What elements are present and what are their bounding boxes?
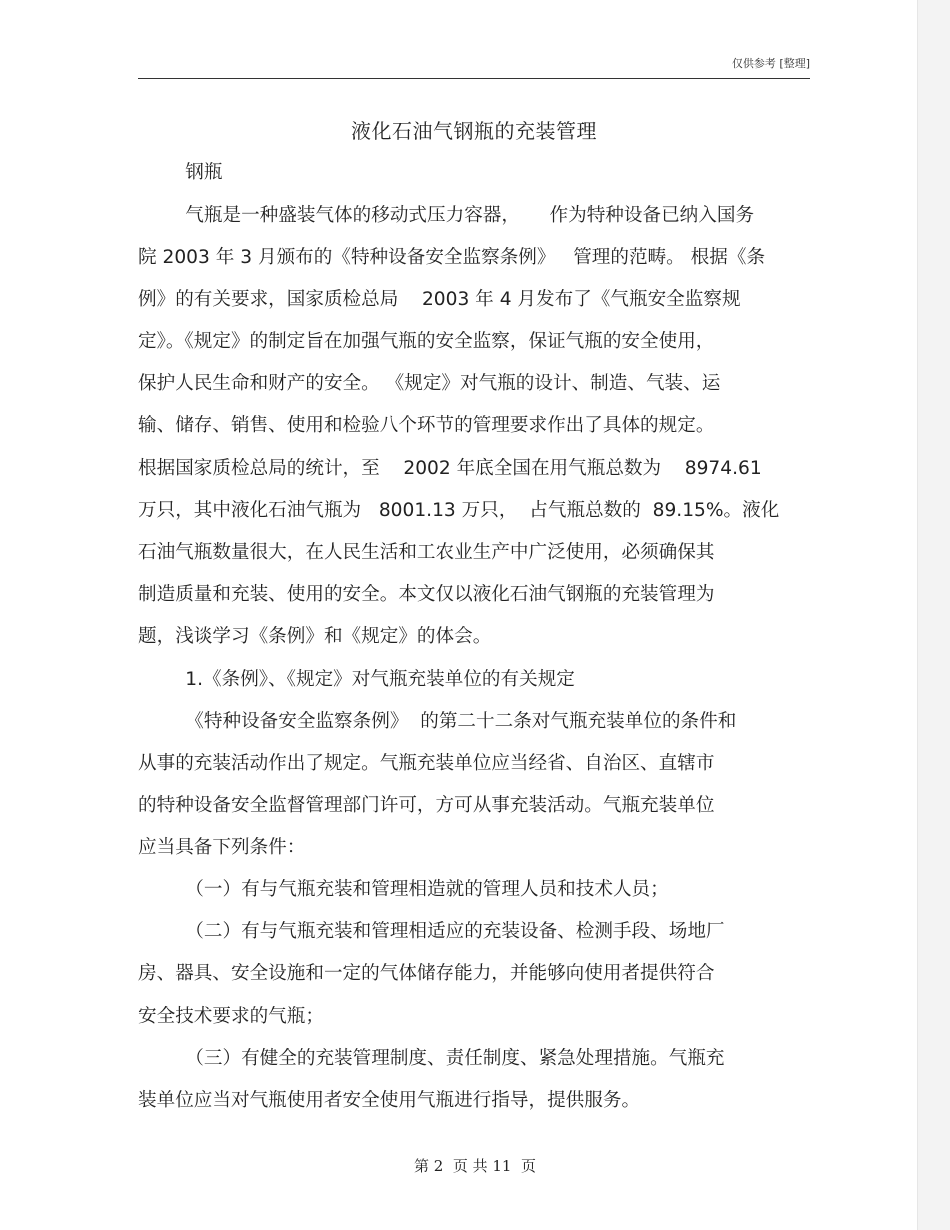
page-number-footer: 第 2 页 共 11 页 — [413, 1157, 536, 1175]
text-line: 制造质量和充装、使用的安全。本文仅以液化石油气钢瓶的充装管理为 — [138, 584, 715, 605]
text-line: 的特种设备安全监督管理部门许可，方可从事充装活动。气瓶充装单位 — [138, 795, 715, 816]
text-line: 应当具备下列条件： — [138, 837, 306, 858]
text-line: 装单位应当对气瓶使用者安全使用气瓶进行指导，提供服务。 — [138, 1090, 641, 1111]
list-item: （三）有健全的充装管理制度、责任制度、紧急处理措施。气瓶充 — [138, 1048, 725, 1069]
page-side-margin — [918, 0, 950, 1230]
section-heading: 1.《条例》、《规定》对气瓶充装单位的有关规定 — [138, 669, 575, 690]
text-line: 输、储存、销售、使用和检验八个环节的管理要求作出了具体的规定。 — [138, 415, 715, 436]
text-line: 根据国家质检总局的统计，至 2002 年底全国在用气瓶总数为 8974.61 — [138, 458, 762, 479]
header-note: 仅供参考 [整理] — [731, 57, 810, 70]
page-header — [138, 56, 810, 79]
text-line: 从事的充装活动作出了规定。气瓶充装单位应当经省、自治区、直辖市 — [138, 753, 715, 774]
text-line: 院 2003 年 3 月颁布的《特种设备安全监察条例》 管理的范畴。 根据《条 — [138, 247, 766, 268]
text-line: 《特种设备安全监察条例》 的第二十二条对气瓶充装单位的条件和 — [138, 711, 737, 732]
text-line: 定》。《规定》的制定旨在加强气瓶的安全监察，保证气瓶的安全使用， — [138, 331, 715, 352]
text-line: 气瓶是一种盛装气体的移动式压力容器， 作为特种设备已纳入国务 — [138, 205, 755, 226]
text-line: 钢瓶 — [138, 162, 223, 183]
list-item: （一）有与气瓶充装和管理相造就的管理人员和技术人员； — [138, 879, 669, 900]
text-line: 安全技术要求的气瓶； — [138, 1006, 324, 1027]
document-title: 液化石油气钢瓶的充装管理 — [351, 119, 597, 143]
text-line: 石油气瓶数量很大，在人民生活和工农业生产中广泛使用，必须确保其 — [138, 542, 715, 563]
text-line: 例》的有关要求，国家质检总局 2003 年 4 月发布了《气瓶安全监察规 — [138, 289, 741, 310]
list-item: （二）有与气瓶充装和管理相适应的充装设备、检测手段、场地厂 — [138, 921, 725, 942]
text-line: 题，浅谈学习《条例》和《规定》的体会。 — [138, 626, 492, 647]
text-line: 保护人民生命和财产的安全。 《规定》对气瓶的设计、制造、气装、运 — [138, 373, 721, 394]
text-line: 房、器具、安全设施和一定的气体储存能力，并能够向使用者提供符合 — [138, 963, 715, 984]
text-line: 万只，其中液化石油气瓶为 8001.13 万只， 占气瓶总数的 89.15%。液化 — [138, 500, 780, 521]
